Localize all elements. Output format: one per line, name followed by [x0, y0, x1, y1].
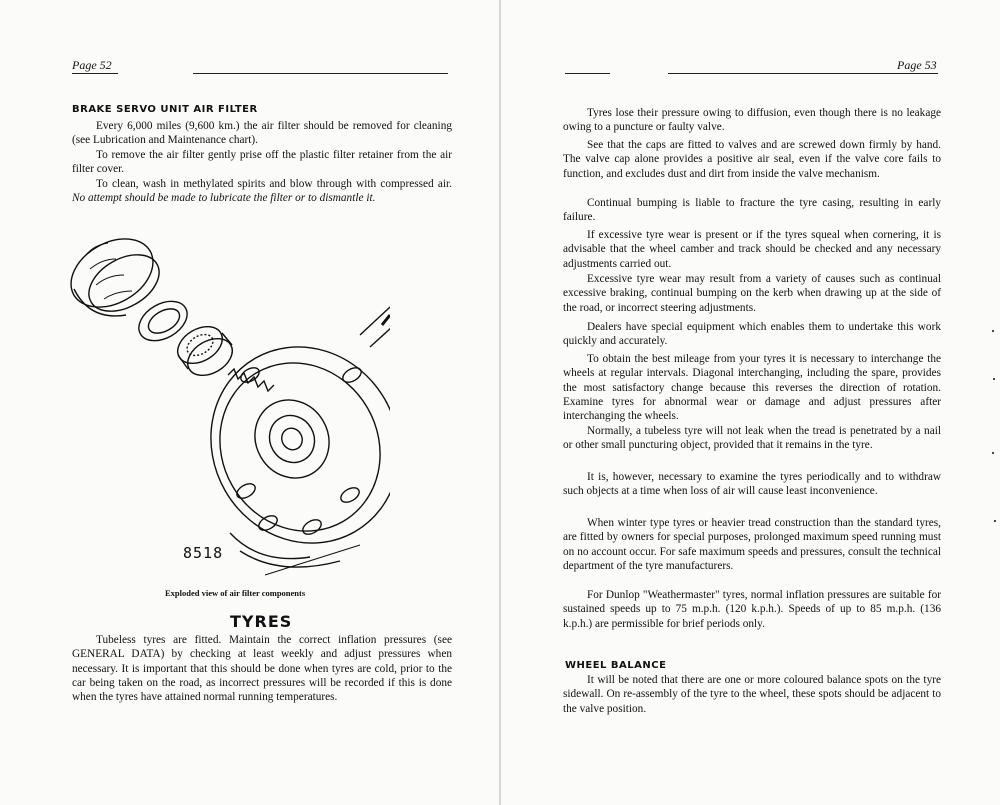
air-filter-paragraph-1: Every 6,000 miles (9,600 km.) the air filter should be removed for cleaning (see Lubrication and Maintenance chart).	[72, 120, 452, 147]
tyres-heading: TYRES	[230, 612, 293, 631]
page-number-right: Page 53	[897, 58, 937, 72]
right-paragraph-5: Excessive tyre wear may result from a variety of causes such as continual excessive braking, continual bumping on the kerb when drawing up at the side of the road, or incorrect steering adjustments.	[563, 273, 941, 314]
air-filter-exploded-illustration	[60, 225, 390, 585]
right-paragraph-9: It is, however, necessary to examine the tyres periodically and to withdraw such objects at a time when loss of air will cause least inconvenience.	[563, 471, 941, 498]
scan-speck	[994, 520, 996, 522]
header-rule-right	[668, 73, 938, 74]
clean-instruction: To clean, wash in methylated spirits and blow through with compressed air.	[96, 178, 452, 190]
wheel-balance-heading: WHEEL BALANCE	[565, 660, 667, 671]
air-filter-paragraph-2: To remove the air filter gently prise off the plastic filter retainer from the air filter cover.	[72, 149, 452, 176]
header-rule-short-right	[565, 73, 610, 74]
header-rule-left	[193, 73, 448, 74]
right-paragraph-3: Continual bumping is liable to fracture the tyre casing, resulting in early failure.	[563, 197, 941, 224]
plate-number: 8518	[183, 544, 224, 562]
air-filter-heading: BRAKE SERVO UNIT AIR FILTER	[72, 104, 258, 115]
scan-speck	[993, 378, 995, 380]
air-filter-paragraph-3	[72, 177, 452, 206]
wheel-balance-paragraph: It will be noted that there are one or more coloured balance spots on the tyre sidewall. On re-assembly of the tyre to the wheel, these spots should be adjacent to the valve position.	[563, 674, 941, 715]
page-number-left: Page 52	[72, 58, 112, 72]
tyres-paragraph: Tubeless tyres are fitted. Maintain the correct inflation pressures (see GENERAL DATA) by checking at least weekly and adjust pressures when necessary. It is important that this should be done when tyres are cold, prior to the car being taken on the road, as incorrect pressures will be recorded if this is done when the tyres have attained normal running temperatures.	[72, 634, 452, 704]
right-paragraph-8: Normally, a tubeless tyre will not leak when the tread is penetrated by a nail or other small puncturing object, provided that it remains in the tyre.	[563, 425, 941, 452]
figure-caption: Exploded view of air filter components	[165, 588, 306, 598]
right-paragraph-2: See that the caps are fitted to valves and are screwed down firmly by hand. The valve cap alone provides a positive air seal, even if the valve core fails to function, and excludes dust and dirt from inside the valve mechanism.	[563, 139, 941, 180]
scan-speck	[992, 330, 994, 332]
scan-speck	[992, 452, 994, 454]
servo-body	[175, 307, 390, 578]
filter-spring	[228, 369, 274, 391]
right-paragraph-4: If excessive tyre wear is present or if the tyres squeal when cornering, it is advisable that the wheel camber and track should be checked and any necessary adjustments carried out.	[563, 229, 941, 270]
right-paragraph-10: When winter type tyres or heavier tread construction than the standard tyres, are fitted by owners for special purposes, prolonged maximum speed running must on no account occur. For safe maximum speeds and pressures, consult the technical department of the tyre manufacturers.	[563, 517, 941, 572]
right-paragraph-11: For Dunlop "Weathermaster" tyres, normal inflation pressures are suitable for sustained speeds up to 75 m.p.h. (120 k.p.h.). Speeds of up to 85 m.p.h. (136 k.p.h.) are permissible for brief periods only.	[563, 589, 941, 630]
right-paragraph-6: Dealers have special equipment which enables them to undertake this work quickly and accurately.	[563, 321, 941, 348]
header-rule-short-left	[72, 73, 118, 74]
right-paragraph-1: Tyres lose their pressure owing to diffusion, even though there is no leakage owing to a puncture or faulty valve.	[563, 107, 941, 134]
clean-warning: No attempt should be made to lubricate the filter or to dismantle it.	[72, 192, 376, 205]
page-fold	[499, 0, 501, 805]
right-paragraph-7: To obtain the best mileage from your tyres it is necessary to interchange the wheels at regular intervals. Diagonal interchanging, including the spare, provides the most satisfactory change because this reverses the direction of rotation. Examine tyres for abnormal wear or damage and adjust pressures after interchanging the wheels.	[563, 353, 941, 423]
filter-retainer-ring	[132, 293, 194, 348]
